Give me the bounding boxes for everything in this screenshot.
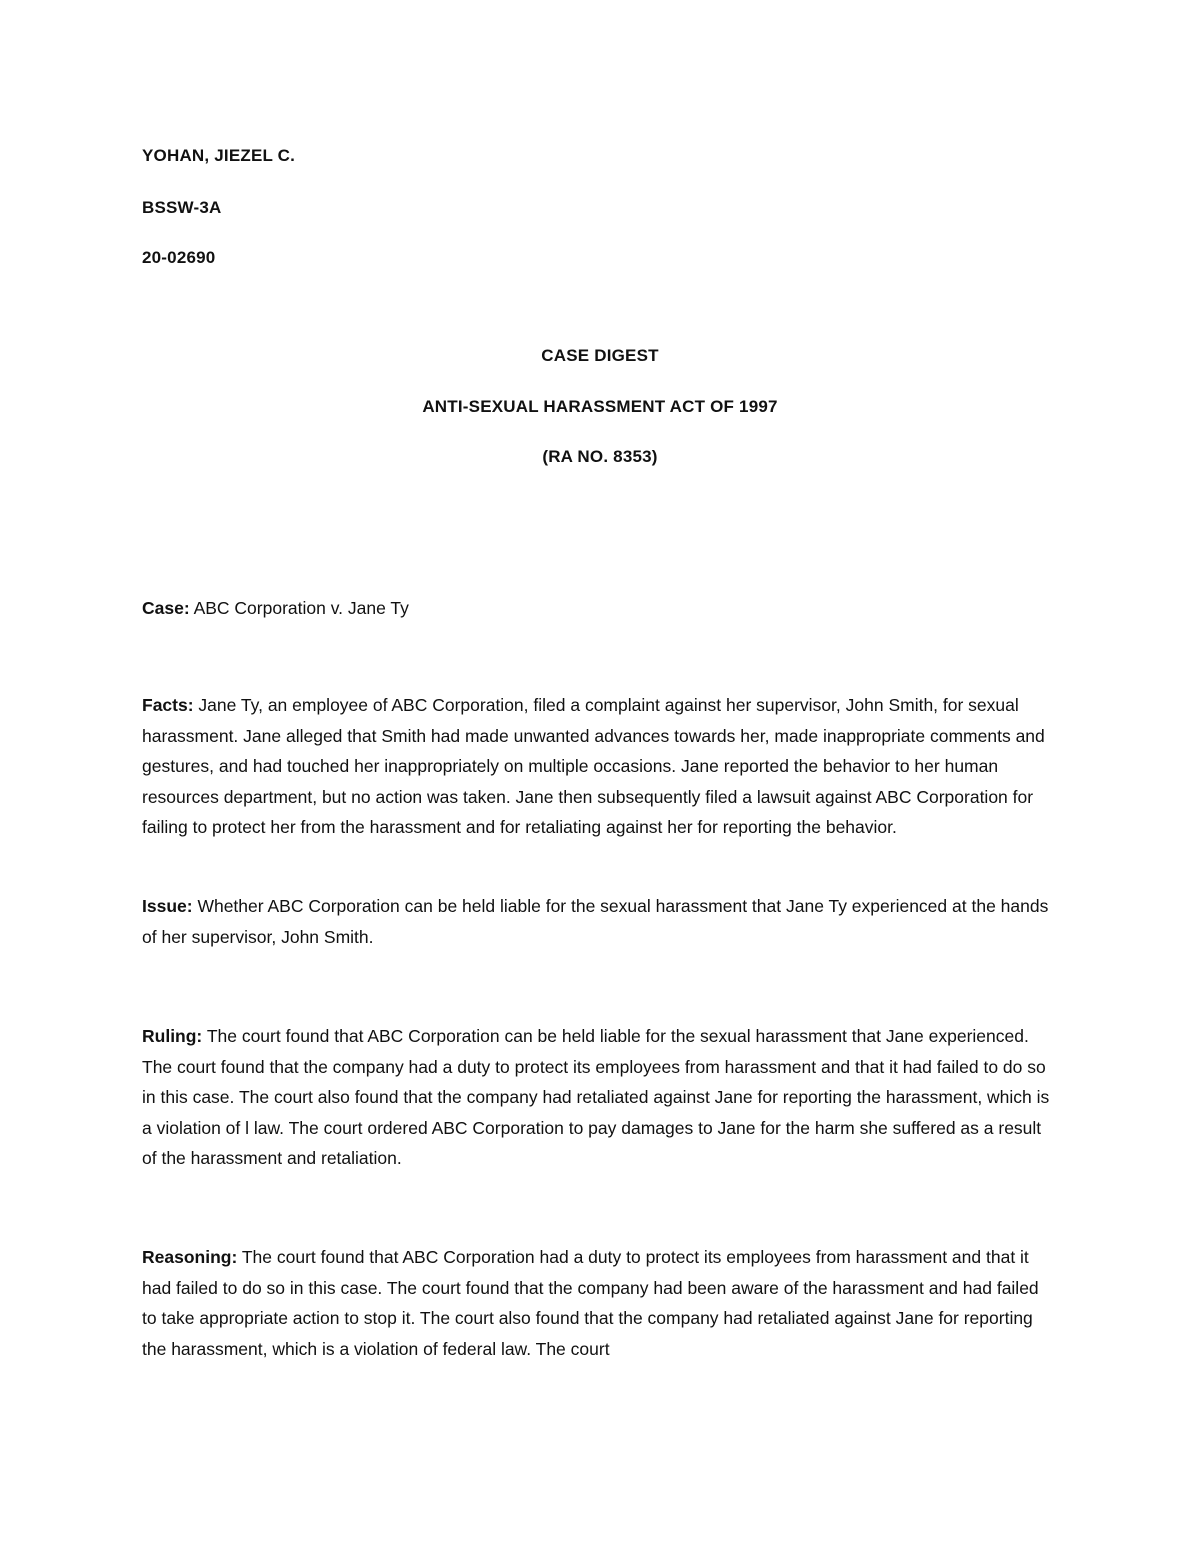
doc-subtitle: ANTI-SEXUAL HARASSMENT ACT OF 1997 [422,397,778,416]
issue-label: Issue: [142,896,193,916]
doc-law-number: (RA NO. 8353) [542,447,658,466]
ruling-label: Ruling: [142,1026,203,1046]
reasoning-label: Reasoning: [142,1247,238,1267]
case-section [142,593,1058,624]
facts-label: Facts: [142,695,194,715]
reasoning-text: The court found that ABC Corporation had a duty to protect its employees from harassment and that it had failed to do so in this case. The court found that the company had been aware of the harassment and had failed to take appropriate action to stop it. The court also found that the company had retaliated against Jane for reporting the harassment, which is a violation of federal law. The court [142,1247,1039,1359]
issue-section [142,891,1058,952]
case-label: Case: [142,598,190,618]
issue-text: Whether ABC Corporation can be held liable for the sexual harassment that Jane Ty experienced at the hands of her supervisor, John Smith. [142,896,1049,947]
ruling-section [142,1021,1058,1174]
doc-title: CASE DIGEST [541,346,659,365]
ruling-text: The court found that ABC Corporation can be held liable for the sexual harassment that Jane experienced. The court found that the company had a duty to protect its employees from harassment and that it had failed to do so in this case. The court also found that the company had retaliated against Jane for reporting the harassment, which is a violation of l law. The court ordered ABC Corporation to pay damages to Jane for the harm she suffered as a result of the harassment and retaliation. [142,1026,1050,1168]
student-course: BSSW-3A [142,198,222,217]
case-text: ABC Corporation v. Jane Ty [193,598,409,618]
facts-section [142,690,1058,843]
student-name: YOHAN, JIEZEL C. [142,146,296,165]
student-id: 20-02690 [142,248,216,267]
reasoning-section [142,1242,1058,1364]
facts-text: Jane Ty, an employee of ABC Corporation, filed a complaint against her supervisor, John Smith, for sexual harassment. Jane alleged that Smith had made unwanted advances towards her, made inappropriate comments and gestures, and had touched her inappropriately on multiple occasions. Jane reported the behavior to her human resources department, but no action was taken. Jane then subsequently filed a lawsuit against ABC Corporation for failing to protect her from the harassment and for retaliating against her for reporting the behavior. [142,695,1045,837]
